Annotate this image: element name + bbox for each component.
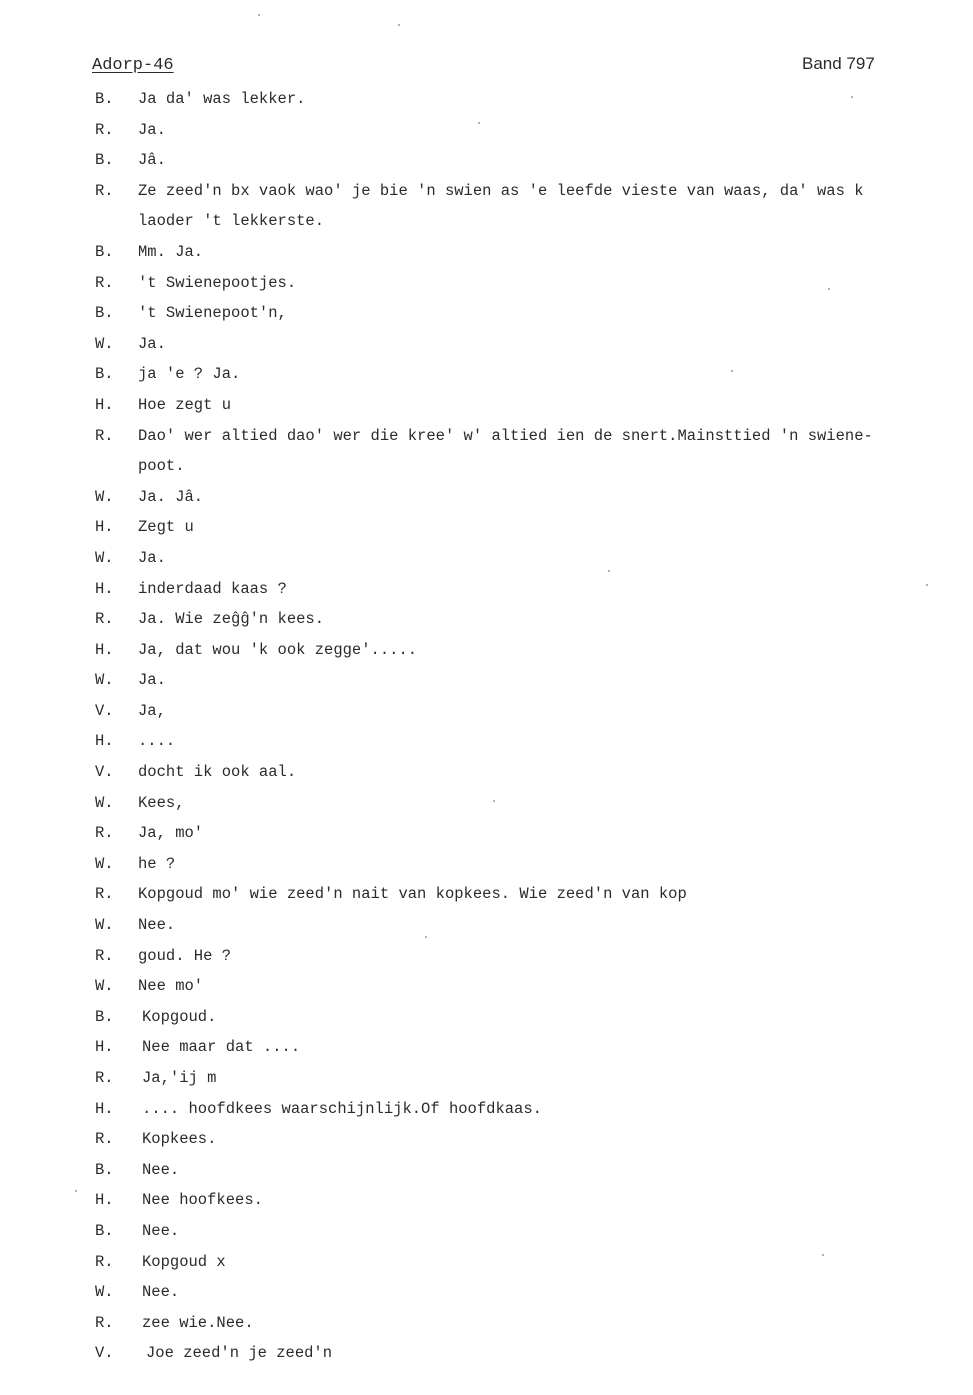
utterance: Ja, dat wou 'k ook zegge'..... — [138, 640, 418, 659]
transcript-line — [0, 759, 973, 790]
utterance: Nee hoofkees. — [142, 1191, 263, 1210]
utterance: Nee. — [142, 1283, 180, 1302]
speaker: H. — [95, 640, 114, 659]
utterance: 't Swienepoot'n, — [138, 304, 287, 323]
transcript-line — [0, 208, 973, 239]
transcript-line — [0, 86, 973, 117]
speaker: R. — [95, 273, 114, 292]
speaker: H. — [95, 1191, 114, 1210]
transcript-line — [0, 1157, 973, 1188]
utterance: Jâ. — [138, 151, 166, 170]
scan-speck — [851, 96, 853, 98]
speaker: W. — [95, 793, 114, 812]
utterance: Ja,'ij m — [142, 1069, 217, 1087]
transcript-line — [0, 361, 973, 392]
transcript-line — [0, 728, 973, 759]
transcript-line — [0, 698, 973, 729]
utterance: Ja, — [138, 701, 166, 720]
utterance: Ja. — [138, 120, 166, 139]
speaker: H. — [95, 1038, 114, 1057]
speaker: V. — [95, 701, 114, 720]
utterance: Nee. — [142, 1221, 180, 1240]
speaker: H. — [95, 395, 114, 414]
utterance: zee wie.Nee. — [142, 1313, 254, 1332]
transcript-line — [0, 270, 973, 301]
transcript-body — [0, 86, 973, 1371]
transcript-line — [0, 147, 973, 178]
transcript-line — [0, 514, 973, 545]
speaker: R. — [95, 946, 114, 965]
utterance: laoder 't lekkerste. — [138, 212, 325, 231]
transcript-line — [0, 1187, 973, 1218]
transcript-line — [0, 606, 973, 637]
speaker: B. — [95, 151, 114, 170]
speaker: R. — [95, 426, 114, 445]
scan-speck — [75, 1190, 77, 1192]
utterance: Kees, — [138, 793, 185, 812]
scan-speck — [828, 288, 830, 290]
document-id: Adorp-46 — [92, 56, 174, 75]
transcript-line — [0, 790, 973, 821]
tape-number: Band 797 — [802, 54, 875, 73]
speaker: W. — [95, 977, 114, 996]
transcript-line — [0, 973, 973, 1004]
utterance: Nee. — [138, 916, 176, 935]
utterance: Dao' wer altied dao' wer die kree' w' altied ien de snert.Mainsttied 'n swiene- — [138, 426, 873, 445]
utterance: Ja da' was lekker. — [138, 90, 306, 108]
utterance: Ja. Wie zeĝĝ'n kees. — [138, 610, 325, 629]
transcript-line — [0, 178, 973, 209]
transcript-line — [0, 423, 973, 454]
transcript-line — [0, 239, 973, 270]
speaker: R. — [95, 181, 114, 200]
transcript-line — [0, 300, 973, 331]
speaker: V. — [95, 1344, 114, 1363]
utterance: Joe zeed'n je zeed'n — [146, 1344, 333, 1363]
transcript-line — [0, 117, 973, 148]
transcript-line — [0, 851, 973, 882]
transcript-line — [0, 453, 973, 484]
speaker: H. — [95, 518, 114, 537]
utterance: he ? — [138, 854, 176, 873]
utterance: .... — [138, 732, 176, 751]
speaker: W. — [95, 1283, 114, 1302]
utterance: Ja. — [138, 671, 166, 690]
transcript-line — [0, 1065, 973, 1096]
speaker: W. — [95, 916, 114, 935]
speaker: R. — [95, 885, 114, 904]
utterance: Ze zeed'n bx vaok wao' je bie 'n swien as 'e leefde vieste van waas, da' was k — [138, 181, 864, 200]
speaker: B. — [95, 1221, 114, 1240]
transcript-line — [0, 667, 973, 698]
transcript-line — [0, 392, 973, 423]
transcript-line — [0, 1096, 973, 1127]
scan-speck — [926, 584, 928, 586]
speaker: W. — [95, 671, 114, 690]
transcript-line — [0, 1004, 973, 1035]
utterance: Ja. Jâ. — [138, 487, 204, 506]
transcript-line — [0, 881, 973, 912]
transcript-line — [0, 637, 973, 668]
scan-speck — [731, 370, 733, 372]
utterance: Ja, mo' — [138, 824, 204, 843]
speaker: R. — [95, 120, 114, 139]
speaker: V. — [95, 763, 114, 782]
utterance: Ja. — [138, 548, 166, 567]
speaker: H. — [95, 1099, 114, 1118]
utterance: ja 'e ? Ja. — [138, 365, 241, 384]
speaker: R. — [95, 824, 114, 843]
speaker: W. — [95, 854, 114, 873]
transcript-line — [0, 545, 973, 576]
transcript-line — [0, 820, 973, 851]
speaker: W. — [95, 548, 114, 567]
scan-speck — [425, 936, 427, 938]
utterance: Nee maar dat .... — [142, 1038, 301, 1057]
speaker: H. — [95, 579, 114, 598]
speaker: R. — [95, 1069, 114, 1087]
scan-speck — [608, 570, 610, 572]
speaker: W. — [95, 487, 114, 506]
scan-speck — [822, 1254, 824, 1256]
utterance: Nee. — [142, 1160, 180, 1179]
transcript-line — [0, 1249, 973, 1280]
speaker: R. — [95, 1313, 114, 1332]
utterance: Zegt u — [138, 518, 194, 537]
utterance: Kopkees. — [142, 1130, 217, 1149]
transcript-line — [0, 1310, 973, 1341]
transcript-line — [0, 912, 973, 943]
utterance: goud. He ? — [138, 946, 232, 965]
speaker: B. — [95, 1007, 114, 1026]
transcript-line — [0, 1034, 973, 1065]
utterance: Mm. Ja. — [138, 242, 204, 261]
speaker: B. — [95, 242, 114, 261]
speaker: B. — [95, 1160, 114, 1179]
utterance: docht ik ook aal. — [138, 763, 297, 782]
utterance: Kopgoud x — [142, 1252, 226, 1271]
transcript-line — [0, 484, 973, 515]
utterance: Ja. — [138, 334, 166, 353]
transcript-line — [0, 331, 973, 362]
speaker: H. — [95, 732, 114, 751]
speaker: W. — [95, 334, 114, 353]
transcript-line — [0, 1279, 973, 1310]
transcript-line — [0, 1218, 973, 1249]
scan-speck — [258, 14, 260, 16]
transcript-line — [0, 1340, 973, 1371]
utterance: Nee mo' — [138, 977, 204, 996]
speaker: B. — [95, 90, 114, 108]
scan-speck — [493, 800, 495, 802]
speaker: B. — [95, 365, 114, 384]
speaker: R. — [95, 610, 114, 629]
utterance: 't Swienepootjes. — [138, 273, 297, 292]
utterance: Kopgoud. — [142, 1007, 217, 1026]
speaker: R. — [95, 1252, 114, 1271]
transcript-line — [0, 1126, 973, 1157]
utterance: poot. — [138, 457, 185, 476]
speaker: R. — [95, 1130, 114, 1149]
utterance: inderdaad kaas ? — [138, 579, 287, 598]
scan-speck — [398, 24, 400, 26]
utterance: .... hoofdkees waarschijnlijk.Of hoofdkaas. — [142, 1099, 542, 1118]
utterance: Hoe zegt u — [138, 395, 232, 414]
transcript-line — [0, 576, 973, 607]
transcript-line — [0, 943, 973, 974]
scan-speck — [478, 122, 480, 124]
utterance: Kopgoud mo' wie zeed'n nait van kopkees. Wie zeed'n van kop — [138, 885, 687, 904]
speaker: B. — [95, 304, 114, 323]
